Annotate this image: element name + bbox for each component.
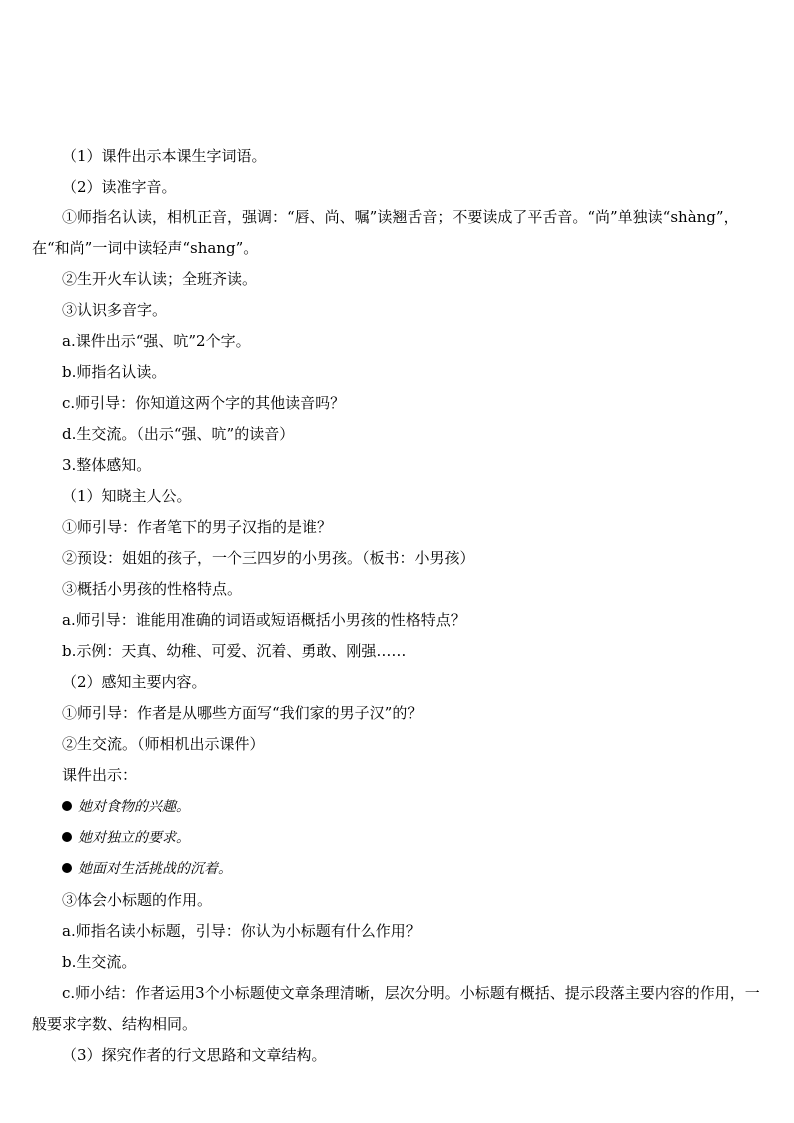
text-line: ③概括小男孩的性格特点。 [62,580,243,598]
text-line: a.课件出示“强、吭”2个字。 [62,332,251,350]
text-line: ③认识多音字。 [62,301,168,319]
text-line: b.生交流。 [62,953,137,971]
text-line: （2）感知主要内容。 [62,673,207,691]
text-line: c.师引导：你知道这两个字的其他读音吗？ [62,394,346,412]
text-line: ②生交流。（师相机出示课件） [62,735,265,753]
bullet-item [62,828,190,848]
text-line: b.示例：天真、幼稚、可爱、沉着、勇敢、刚强…… [62,642,407,660]
text-paragraph: c.师小结：作者运用3个小标题使文章条理清晰，层次分明。小标题有概括、提示段落主要内容的作用，一般要求字数、结构相同。 [32,984,760,1033]
section-heading: 3.整体感知。 [62,456,152,474]
text-line: a.师引导：谁能用准确的词语或短语概括小男孩的性格特点？ [62,611,466,629]
text-line: d.生交流。（出示“强、吭”的读音） [62,425,295,443]
bullet-item [62,797,190,817]
text-line: b.师指名认读。 [62,363,167,381]
text-paragraph: ①师指名认读，相机正音，强调：“唇、尚、嘱”读翘舌音；不要读成了平舌音。“尚”单独读“shàng”，在“和尚”一词中读轻声“shang”。 [32,208,739,257]
bullet-icon [62,832,72,842]
text-line: （1）知晓主人公。 [62,487,192,505]
bullet-text: 她面对生活挑战的沉着。 [78,861,232,877]
text-line: ②生开火车认读；全班齐读。 [62,270,258,288]
text-line: ③体会小标题的作用。 [62,891,213,909]
text-line: （2）读准字音。 [62,178,177,196]
text-line: （1）课件出示本课生字词语。 [62,147,267,165]
text-line: ①师引导：作者笔下的男子汉指的是谁？ [62,518,333,536]
bullet-icon [62,801,72,811]
bullet-text: 她对独立的要求。 [78,830,190,846]
bullet-icon [62,863,72,873]
text-line: （3）探究作者的行文思路和文章结构。 [62,1046,327,1064]
bullet-text: 她对食物的兴趣。 [78,799,190,815]
text-line: ①师引导：作者是从哪些方面写“我们家的男子汉”的？ [62,704,423,722]
text-line: ②预设：姐姐的孩子，一个三四岁的小男孩。（板书：小男孩） [62,549,475,567]
text-line: 课件出示： [62,766,138,784]
bullet-item [62,859,232,879]
text-line: a.师指名读小标题，引导：你认为小标题有什么作用？ [62,922,421,940]
